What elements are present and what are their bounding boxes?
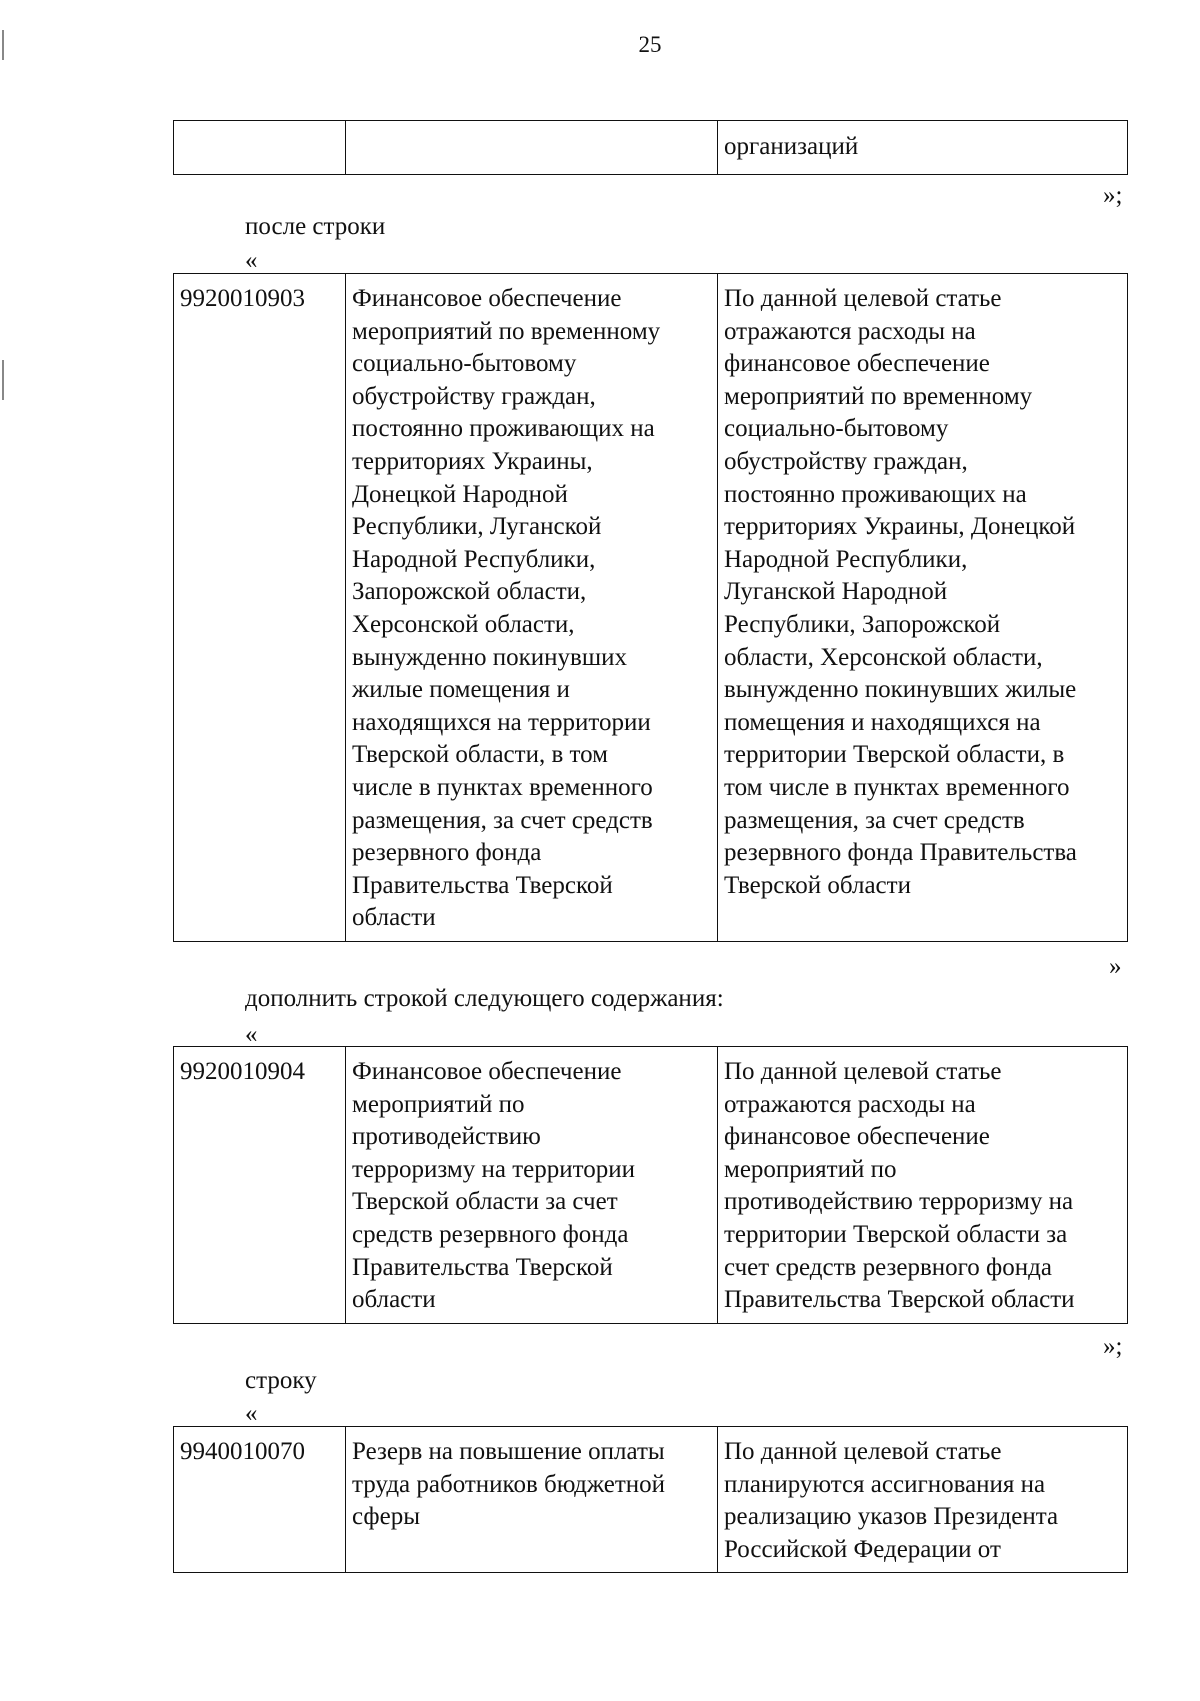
name-cell	[346, 1047, 718, 1324]
code-cell: 9940010070	[174, 1427, 346, 1573]
description-cell	[718, 274, 1128, 942]
description-line: По данной целевой статье	[724, 1438, 1002, 1465]
name-line: труда работников бюджетной	[352, 1470, 666, 1498]
code-cell	[174, 121, 346, 175]
name-line: Финансовое обеспечение	[352, 1058, 622, 1085]
opening-quote: «	[245, 1400, 258, 1427]
description-line: размещения, за счет средств	[724, 806, 1025, 834]
name-line: терроризму на территории	[352, 1155, 635, 1183]
name-line: средств резервного фонда	[352, 1220, 629, 1248]
closing-quote: »;	[1103, 182, 1123, 209]
table-row	[174, 1047, 1128, 1324]
description-line: счет средств резервного фонда	[724, 1253, 1052, 1281]
description-line: Российской Федерации от	[724, 1535, 1001, 1563]
name-line: Донецкой Народной	[352, 480, 568, 508]
name-line: Херсонской области,	[352, 610, 575, 638]
name-cell	[346, 1427, 718, 1573]
name-line: Тверской области за счет	[352, 1188, 618, 1216]
name-line: области	[352, 1286, 436, 1314]
table-row	[174, 274, 1128, 942]
code-cell: 9920010903	[174, 274, 346, 942]
name-line: социально-бытовому	[352, 350, 577, 378]
description-line: обустройству граждан,	[724, 447, 968, 475]
table-row	[174, 1427, 1128, 1573]
opening-quote: «	[245, 247, 258, 274]
instruction-text: дополнить строкой следующего содержания:	[245, 985, 724, 1012]
name-line: сферы	[352, 1503, 420, 1531]
closing-quote: »;	[1103, 1333, 1123, 1360]
name-line: постоянно проживающих на	[352, 415, 655, 443]
description-line: социально-бытовому	[724, 415, 949, 443]
name-line: Народной Республики,	[352, 545, 596, 573]
name-line: вынужденно покинувших	[352, 643, 627, 671]
name-line: противодействию	[352, 1123, 541, 1151]
name-line: находящихся на территории	[352, 708, 651, 736]
code-cell: 9920010904	[174, 1047, 346, 1324]
description-line: Правительства Тверской области	[724, 1286, 1075, 1314]
opening-quote: «	[245, 1021, 258, 1048]
description-line: реализацию указов Президента	[724, 1503, 1059, 1531]
name-line: жилые помещения и	[352, 676, 570, 704]
page-number: 25	[638, 32, 662, 57]
name-line: размещения, за счет средств	[352, 806, 653, 834]
description-line: территории Тверской области, в	[724, 741, 1065, 769]
description-cell	[718, 1047, 1128, 1324]
name-line: Республики, Луганской	[352, 513, 602, 541]
description-line: мероприятий по временному	[724, 382, 1033, 410]
description-line: Республики, Запорожской	[724, 610, 1001, 638]
name-line: Правительства Тверской	[352, 871, 613, 899]
name-line: Резерв на повышение оплаты	[352, 1438, 665, 1465]
description-line: отражаются расходы на	[724, 1090, 976, 1118]
name-line: территориях Украины,	[352, 447, 593, 475]
description-line: По данной целевой статье	[724, 285, 1002, 312]
name-line: Финансовое обеспечение	[352, 285, 622, 312]
description-line: отражаются расходы на	[724, 317, 976, 345]
name-cell	[346, 274, 718, 942]
name-line: Правительства Тверской	[352, 1253, 613, 1281]
budget-code-table	[173, 273, 1128, 942]
name-line: числе в пунктах временного	[352, 773, 653, 801]
description-cell: организаций	[718, 121, 1128, 175]
description-line: том числе в пунктах временного	[724, 773, 1070, 801]
name-line: мероприятий по временному	[352, 317, 661, 345]
name-line: области	[352, 904, 436, 932]
description-line: финансовое обеспечение	[724, 1123, 990, 1151]
description-line: Луганской Народной	[724, 578, 948, 606]
description-line: резервного фонда Правительства	[724, 839, 1077, 867]
description-line: территории Тверской области за	[724, 1220, 1068, 1248]
name-line: резервного фонда	[352, 839, 542, 867]
description-line: области, Херсонской области,	[724, 643, 1043, 671]
description-line: территориях Украины, Донецкой	[724, 513, 1076, 541]
description-line: Тверской области	[724, 871, 911, 899]
description-line: вынужденно покинувших жилые	[724, 676, 1077, 704]
budget-code-table	[173, 1426, 1128, 1573]
description-line: постоянно проживающих на	[724, 480, 1027, 508]
top-continuation-table	[173, 120, 1128, 175]
name-line: обустройству граждан,	[352, 382, 596, 410]
description-cell	[718, 1427, 1128, 1573]
description-line: мероприятий по	[724, 1155, 897, 1183]
description-line: противодействию терроризму на	[724, 1188, 1074, 1216]
name-line: мероприятий по	[352, 1090, 525, 1118]
instruction-text: после строки	[245, 213, 386, 240]
name-cell	[346, 121, 718, 175]
scan-margin-mark	[2, 360, 4, 400]
instruction-text: строку	[245, 1367, 317, 1394]
table-row	[174, 121, 1128, 175]
budget-code-table	[173, 1046, 1128, 1324]
description-line: помещения и находящихся на	[724, 708, 1041, 736]
description-line: По данной целевой статье	[724, 1058, 1002, 1085]
description-line: финансовое обеспечение	[724, 350, 990, 378]
description-line: планируются ассигнования на	[724, 1470, 1046, 1498]
name-line: Тверской области, в том	[352, 741, 608, 769]
closing-quote: »	[1109, 953, 1122, 980]
name-line: Запорожской области,	[352, 578, 587, 606]
description-line: Народной Республики,	[724, 545, 968, 573]
